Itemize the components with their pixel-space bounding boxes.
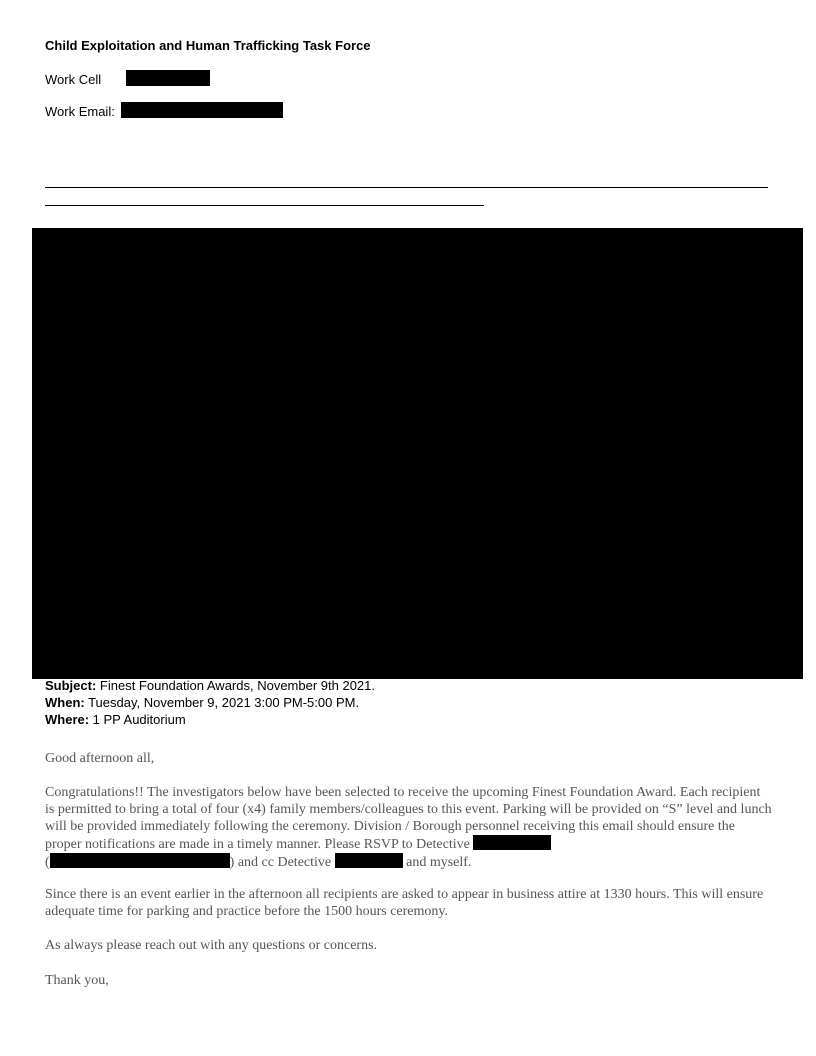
work-cell-row — [45, 70, 210, 87]
detective-email-redaction — [50, 853, 230, 868]
paragraph-text: Congratulations!! The investigators below have been selected to receive the upcoming Finest Foundation Award. Each recipient is permitted to bring a total of four (x4) family members/colleagues to this event. Parking will be provided on “S” level and lunch will be provided immediately following the ceremony. Division / Borough personnel receiving this email should ensure the proper notifications are made in a timely manner. Please RSVP to Detective — [45, 785, 772, 852]
paren-text: ( — [45, 855, 50, 870]
detective-name-redaction — [473, 835, 551, 850]
where-label: Where: — [45, 712, 90, 727]
where-line — [45, 712, 186, 727]
cc-detective-redaction — [335, 853, 403, 868]
separator-line — [45, 205, 484, 206]
where-value: 1 PP Auditorium — [89, 712, 186, 727]
paragraph-congratulations — [45, 784, 773, 871]
work-cell-label: Work Cell — [45, 72, 102, 87]
signoff: Thank you, — [45, 973, 109, 988]
paragraph-questions: As always please reach out with any questions or concerns. — [45, 938, 378, 953]
subject-line — [45, 678, 375, 693]
subject-value: Finest Foundation Awards, November 9th 2021. — [96, 678, 375, 693]
separator-line — [45, 187, 768, 188]
work-email-label: Work Email: — [45, 104, 115, 119]
work-email-redaction — [121, 102, 283, 118]
closing-text: and myself. — [402, 855, 472, 870]
work-email-row — [45, 102, 283, 119]
cc-text: ) and cc Detective — [229, 855, 335, 870]
work-cell-redaction — [126, 70, 210, 86]
subject-label: Subject: — [45, 678, 97, 693]
redacted-block — [32, 228, 803, 679]
paragraph-attire: Since there is an event earlier in the afternoon all recipients are asked to appear in business attire at 1330 hours. This will ensure adequate time for parking and practice before the 1500 hours ceremony. — [45, 887, 764, 919]
when-line — [45, 695, 359, 710]
org-title: Child Exploitation and Human Trafficking Task Force — [45, 38, 371, 53]
greeting: Good afternoon all, — [45, 751, 155, 766]
when-value: Tuesday, November 9, 2021 3:00 PM-5:00 PM. — [84, 695, 360, 710]
when-label: When: — [45, 695, 85, 710]
